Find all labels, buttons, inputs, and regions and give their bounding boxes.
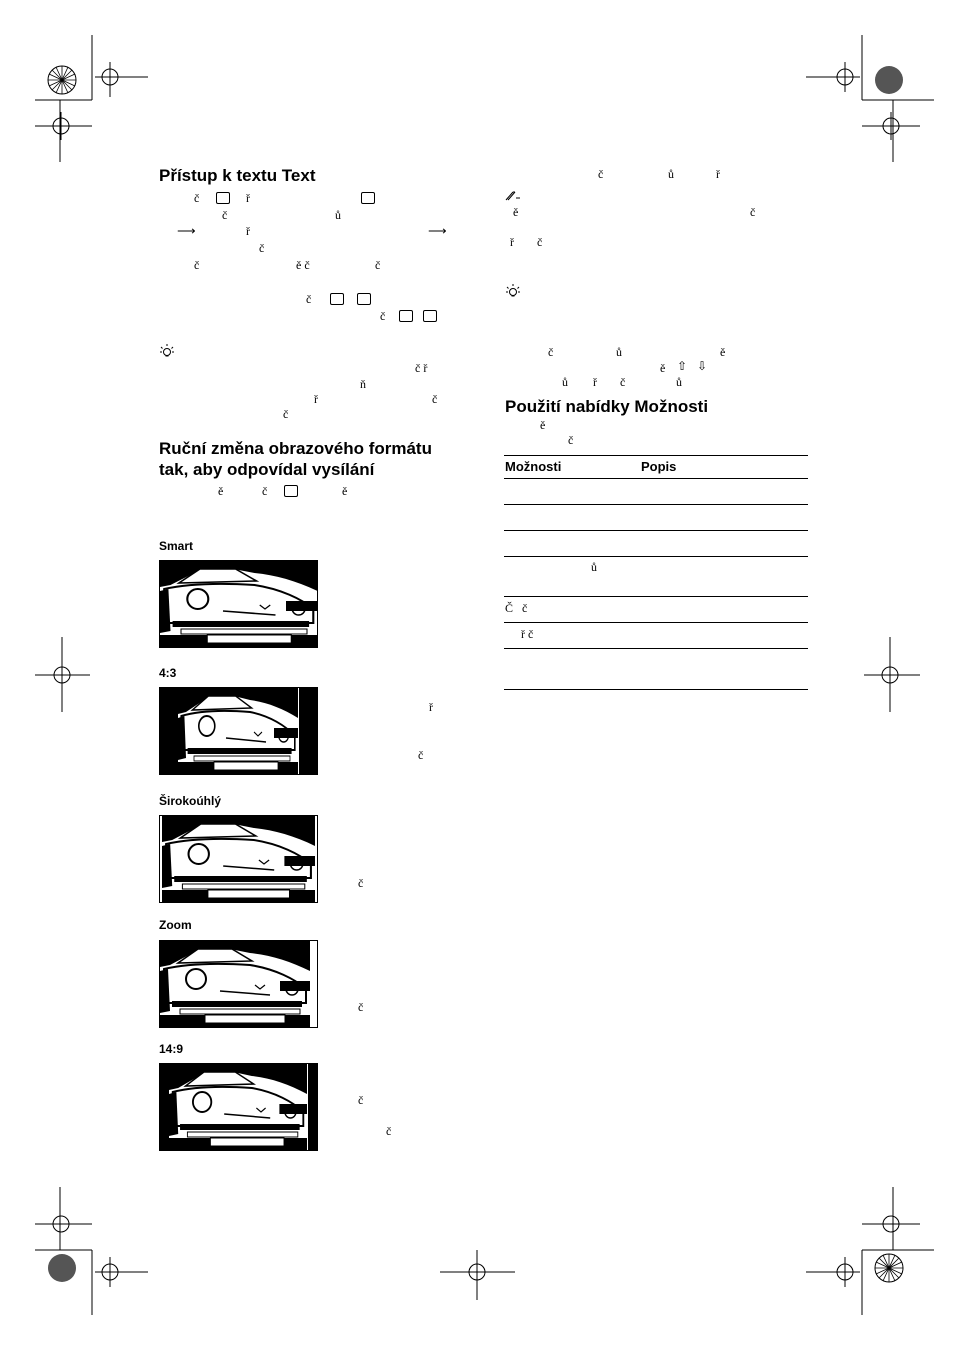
glyph: č: [222, 208, 228, 222]
glyph: ů: [668, 167, 674, 181]
table-rule: [504, 596, 808, 597]
glyph: ň: [360, 377, 366, 391]
table-rule: [504, 530, 808, 531]
format-label-smart: Smart: [159, 539, 194, 553]
section-title-options: Použití nabídky Možnosti: [505, 397, 709, 416]
tip-icon: [505, 283, 521, 304]
table-header-description: Popis: [641, 459, 677, 474]
arrow-up-icon: ⇧: [677, 359, 688, 373]
arrow-down-icon: ⇩: [697, 359, 708, 373]
format-image-14-9: [159, 1063, 318, 1151]
glyph: č: [358, 876, 364, 890]
glyph: č: [386, 1124, 392, 1138]
table-row: ů: [591, 560, 597, 574]
table-rule-top: [504, 455, 808, 456]
format-label-4-3: 4:3: [159, 666, 177, 680]
glyph: č: [358, 1093, 364, 1107]
table-rule: [504, 504, 808, 505]
glyph: ř: [314, 392, 318, 406]
format-image-zoom: [159, 940, 318, 1028]
format-label-14-9: 14:9: [159, 1042, 184, 1056]
format-image-wide: [159, 815, 318, 903]
section-title-format-line2: tak, aby odpovídal vysílání: [159, 460, 375, 479]
glyph: č: [262, 484, 268, 498]
glyph: ů: [616, 345, 622, 359]
glyph: ř: [510, 235, 514, 249]
glyph: č: [537, 235, 543, 249]
hold-button-icon: [357, 293, 371, 305]
glyph: ř: [246, 224, 250, 238]
glyph: č: [259, 241, 265, 255]
glyph: č: [306, 292, 312, 306]
index-button-icon: [399, 310, 413, 322]
arrow-right-icon: ⟶: [428, 223, 447, 238]
glyph: č: [432, 392, 438, 406]
section-title-format-line1: Ruční změna obrazového formátu: [159, 439, 432, 458]
glyph: ě: [218, 484, 224, 498]
glyph: č: [620, 375, 626, 389]
arrow-right-icon: ⟶: [177, 223, 196, 238]
tip-icon: [159, 343, 175, 364]
input-button-icon: [330, 293, 344, 305]
glyph: ř: [593, 375, 597, 389]
format-image-4-3: [159, 687, 318, 775]
glyph: č: [194, 191, 200, 205]
glyph: č: [598, 167, 604, 181]
glyph: č: [568, 433, 574, 447]
table-rule: [504, 478, 808, 479]
glyph: č: [194, 258, 200, 272]
glyph: č: [283, 407, 289, 421]
glyph: č: [750, 205, 756, 219]
glyph: ř: [246, 191, 250, 205]
glyph: ě č: [296, 258, 310, 272]
format-label-zoom: Zoom: [159, 918, 192, 932]
glyph: ě: [540, 418, 546, 432]
glyph: č: [548, 345, 554, 359]
format-label-wide: Širokoúhlý: [159, 794, 222, 808]
glyph: č ř: [415, 361, 428, 375]
table-row: Č č: [505, 601, 528, 615]
reveal-button-icon: [423, 310, 437, 322]
table-rule: [504, 622, 808, 623]
glyph: ů: [562, 375, 568, 389]
table-rule: [504, 556, 808, 557]
table-header-options: Možnosti: [505, 459, 562, 474]
note-pencil-icon: [505, 188, 521, 206]
glyph: č: [358, 1000, 364, 1014]
glyph: ů: [335, 208, 341, 222]
glyph: č: [375, 258, 381, 272]
glyph: ě: [660, 361, 666, 375]
format-image-smart: [159, 560, 318, 648]
text-button-icon: [216, 192, 230, 204]
text-button-icon: [361, 192, 375, 204]
glyph: ě: [513, 205, 519, 219]
glyph: ů: [676, 375, 682, 389]
table-row: ř č: [521, 627, 534, 641]
glyph: ě: [342, 484, 348, 498]
glyph: ř: [429, 700, 433, 714]
glyph: ě: [720, 345, 726, 359]
glyph: č: [418, 748, 424, 762]
glyph: č: [380, 309, 386, 323]
wide-mode-button-icon: [284, 485, 298, 497]
section-title-text-access: Přístup k textu Text: [159, 166, 316, 185]
glyph: ř: [716, 167, 720, 181]
table-rule: [504, 648, 808, 649]
table-rule-bottom: [504, 689, 808, 690]
